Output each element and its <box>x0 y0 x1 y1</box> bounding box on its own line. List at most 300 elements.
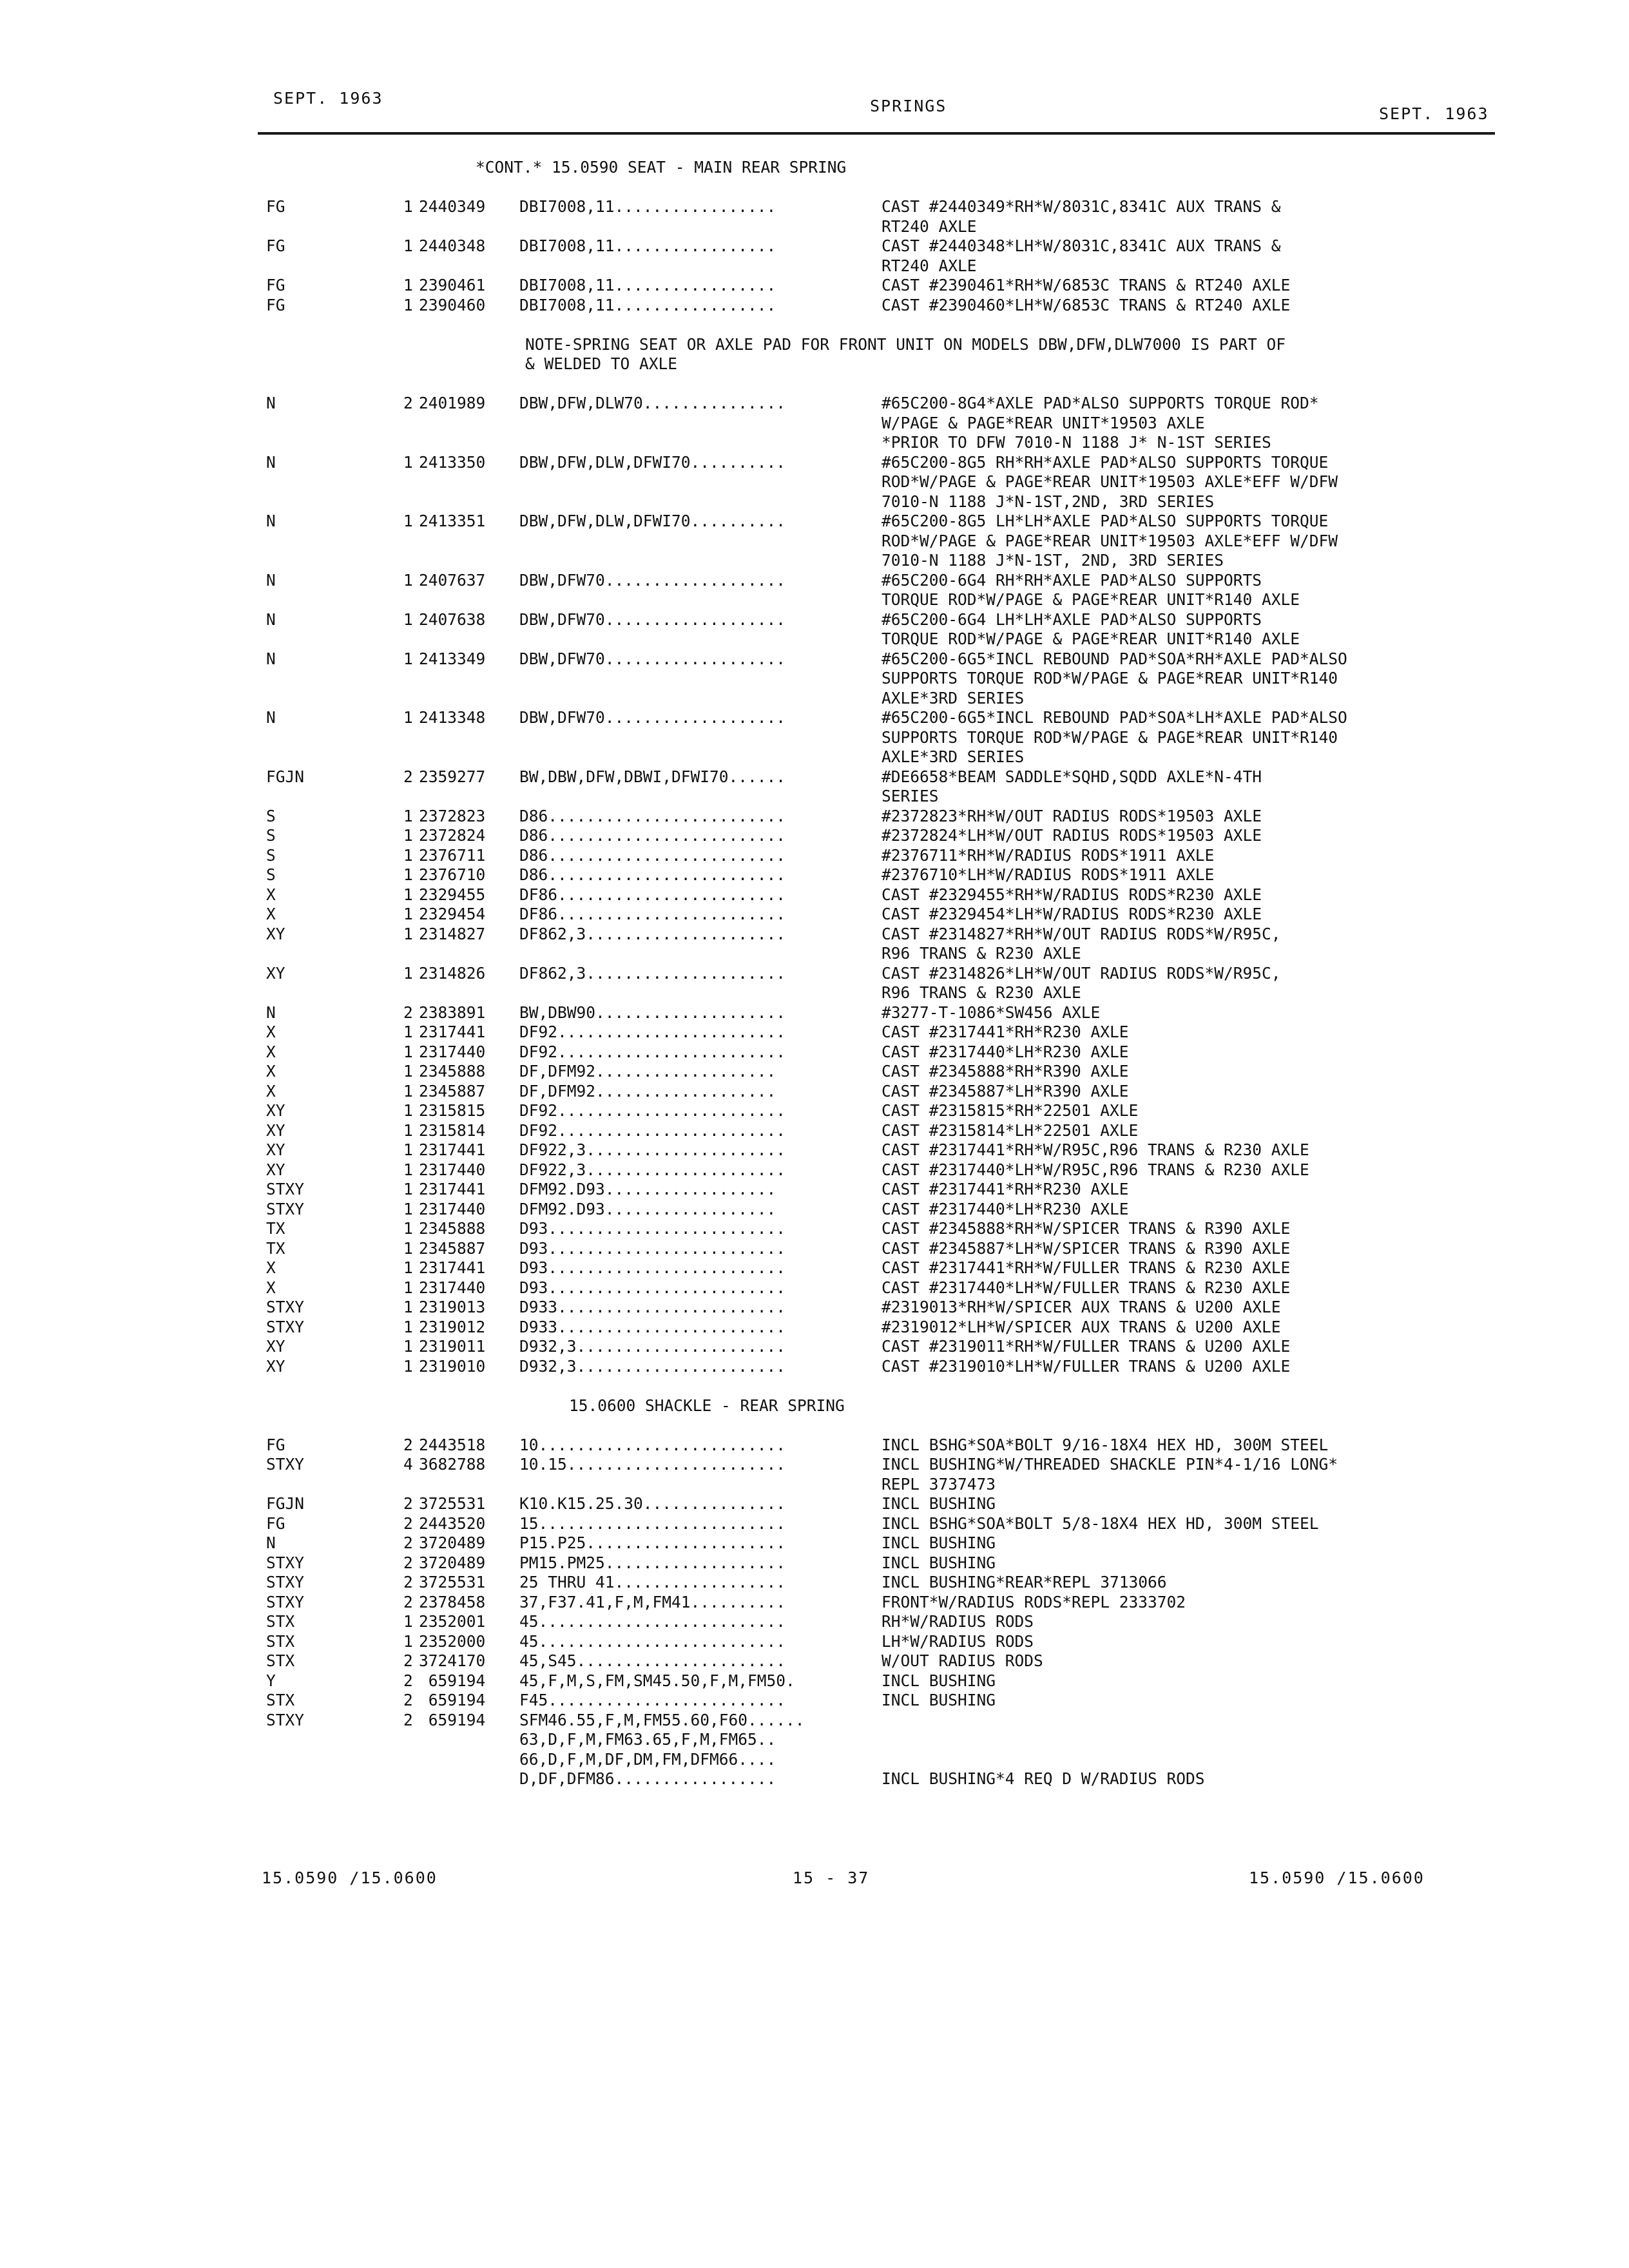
part-description: INCL BUSHING <box>882 1691 996 1709</box>
quantity: 1 <box>403 1631 413 1651</box>
model-code: FG <box>266 276 285 294</box>
quantity: 1 <box>403 610 413 629</box>
parts-row <box>0 1651 1629 1671</box>
model-application: 45,S45...................... <box>519 1651 786 1670</box>
part-number: 2317441 <box>419 1140 486 1159</box>
part-number: 2314827 <box>419 924 486 943</box>
parts-row-continuation <box>0 590 1629 610</box>
part-description: INCL BUSHING <box>882 1494 996 1513</box>
quantity: 1 <box>403 1337 413 1356</box>
part-number: 2401989 <box>419 394 486 412</box>
model-application: D93......................... <box>519 1238 786 1258</box>
model-application: 15.......................... <box>519 1514 786 1533</box>
quantity: 1 <box>403 276 413 294</box>
parts-listing <box>0 158 1629 1789</box>
parts-row <box>0 1239 1629 1259</box>
spacer <box>0 178 1629 198</box>
model-code: TX <box>266 1238 285 1258</box>
model-code: N <box>266 1533 276 1552</box>
model-application: DBI7008,11................. <box>519 276 776 294</box>
part-number: 2378458 <box>419 1592 486 1611</box>
part-number: 2440348 <box>419 236 486 255</box>
parts-row-continuation <box>0 256 1629 276</box>
model-application: DBW,DFW,DLW,DFWI70.......... <box>519 512 786 530</box>
model-code: FGJN <box>266 767 305 786</box>
quantity: 2 <box>403 1573 413 1591</box>
model-code: STXY <box>266 1592 305 1611</box>
part-description: INCL BUSHING*4 REQ D W/RADIUS RODS <box>882 1769 1205 1788</box>
part-description: AXLE*3RD SERIES <box>882 688 1025 707</box>
parts-row <box>0 1612 1629 1632</box>
model-application: DBI7008,11................. <box>519 236 776 255</box>
parts-row-continuation <box>0 787 1629 807</box>
part-description: CAST #2319010*LH*W/FULLER TRANS & U200 AXLE <box>882 1356 1291 1376</box>
model-application: K10.K15.25.30............... <box>519 1494 786 1513</box>
part-number: 659194 <box>419 1671 486 1690</box>
parts-row <box>0 1062 1629 1082</box>
header-title: SPRINGS <box>870 97 947 115</box>
model-code: STXY <box>266 1317 305 1336</box>
quantity: 1 <box>403 512 413 530</box>
quantity: 1 <box>403 826 413 845</box>
model-application: 10.......................... <box>519 1435 786 1454</box>
part-number: 659194 <box>419 1691 486 1709</box>
spacer <box>0 1376 1629 1396</box>
model-code: X <box>266 885 276 904</box>
part-number: 2319012 <box>419 1317 486 1336</box>
quantity: 1 <box>403 1199 413 1218</box>
model-application: D93......................... <box>519 1219 786 1238</box>
part-description: CAST #2317440*LH*W/FULLER TRANS & R230 AXLE <box>882 1278 1291 1297</box>
model-application: DF,DFM92................... <box>519 1062 776 1081</box>
parts-row <box>0 1258 1629 1278</box>
part-number: 2440349 <box>419 197 486 216</box>
quantity: 1 <box>403 1356 413 1376</box>
quantity: 1 <box>403 806 413 825</box>
parts-row <box>0 846 1629 866</box>
part-number: 2376711 <box>419 845 486 865</box>
model-application: D93......................... <box>519 1258 786 1277</box>
part-description: INCL BUSHING <box>882 1553 996 1572</box>
model-code: STXY <box>266 1180 305 1198</box>
part-description: CAST #2319011*RH*W/FULLER TRANS & U200 AXLE <box>882 1337 1291 1356</box>
quantity: 1 <box>403 1081 413 1100</box>
part-description: #65C200-8G5 LH*LH*AXLE PAD*ALSO SUPPORTS TORQUE <box>882 512 1329 530</box>
model-application: 45.......................... <box>519 1631 786 1651</box>
spacer <box>0 374 1629 394</box>
model-code: N <box>266 452 276 472</box>
part-description: CAST #2440348*LH*W/8031C,8341C AUX TRANS & <box>882 236 1281 255</box>
model-code: X <box>266 905 276 923</box>
parts-row <box>0 394 1629 414</box>
part-number: 2413351 <box>419 512 486 530</box>
parts-row <box>0 512 1629 532</box>
model-application: BW,DBW90.................... <box>519 1003 786 1022</box>
parts-row <box>0 649 1629 669</box>
part-description: R96 TRANS & R230 AXLE <box>882 983 1081 1002</box>
parts-row-continuation <box>0 414 1629 434</box>
model-application: DF92........................ <box>519 1042 786 1061</box>
part-number: 2317440 <box>419 1042 486 1061</box>
parts-row <box>0 885 1629 905</box>
parts-row <box>0 1632 1629 1652</box>
quantity: 1 <box>403 197 413 216</box>
parts-row <box>0 453 1629 473</box>
part-description: RH*W/RADIUS RODS <box>882 1612 1034 1631</box>
part-description: #65C200-8G5 RH*RH*AXLE PAD*ALSO SUPPORTS TORQUE <box>882 452 1329 472</box>
part-description: ROD*W/PAGE & PAGE*REAR UNIT*19503 AXLE*EFF W/DFW <box>882 531 1338 550</box>
parts-row-continuation <box>0 944 1629 964</box>
part-description: INCL BUSHING <box>882 1671 996 1690</box>
model-code: S <box>266 865 276 884</box>
model-application: D86......................... <box>519 865 786 884</box>
part-description: CAST #2345888*RH*W/SPICER TRANS & R390 AXLE <box>882 1219 1291 1238</box>
part-description: #65C200-6G5*INCL REBOUND PAD*SOA*RH*AXLE PAD*ALSO <box>882 649 1347 668</box>
model-code: XY <box>266 924 285 943</box>
part-description: CAST #2315815*RH*22501 AXLE <box>882 1101 1139 1120</box>
quantity: 2 <box>403 1691 413 1709</box>
model-application: 66,D,F,M,DF,DM,FM,DFM66.... <box>519 1749 776 1769</box>
parts-row-continuation <box>0 433 1629 453</box>
part-number: 2317440 <box>419 1278 486 1297</box>
model-application: DBW,DFW,DLW70............... <box>519 394 786 412</box>
footer-left: 15.0590 /15.0600 <box>262 1869 438 1887</box>
part-number: 2372823 <box>419 806 486 825</box>
part-number: 659194 <box>419 1710 486 1729</box>
quantity: 1 <box>403 1180 413 1198</box>
part-description: CAST #2317440*LH*W/R95C,R96 TRANS & R230 AXLE <box>882 1160 1309 1179</box>
model-application: 45,F,M,S,FM,SM45.50,F,M,FM50. <box>519 1671 795 1690</box>
header-rule <box>258 132 1495 135</box>
parts-row-continuation <box>0 551 1629 571</box>
part-number: 2407637 <box>419 570 486 590</box>
model-code: FG <box>266 197 285 216</box>
part-description: #2319013*RH*W/SPICER AUX TRANS & U200 AXLE <box>882 1298 1281 1316</box>
parts-row <box>0 1455 1629 1475</box>
model-application: DF922,3..................... <box>519 1160 786 1179</box>
model-application: DFM92.D93.................. <box>519 1180 776 1198</box>
part-number: 2345888 <box>419 1219 486 1238</box>
part-description: SUPPORTS TORQUE ROD*W/PAGE & PAGE*REAR UNIT*R140 <box>882 727 1338 747</box>
model-application: D86......................... <box>519 806 786 825</box>
model-application: DF92........................ <box>519 1120 786 1140</box>
parts-row <box>0 1494 1629 1514</box>
part-description: REPL 3737473 <box>882 1474 996 1494</box>
quantity: 1 <box>403 1612 413 1631</box>
part-number: 2317440 <box>419 1160 486 1179</box>
part-description: #DE6658*BEAM SADDLE*SQHD,SQDD AXLE*N-4TH <box>882 767 1262 786</box>
part-description: 7010-N 1188 J*N-1ST, 2ND, 3RD SERIES <box>882 551 1224 570</box>
part-description: CAST #2317440*LH*R230 AXLE <box>882 1042 1129 1061</box>
part-description: CAST #2390461*RH*W/6853C TRANS & RT240 AXLE <box>882 276 1291 294</box>
part-number: 2317441 <box>419 1180 486 1198</box>
quantity: 1 <box>403 1238 413 1258</box>
parts-row <box>0 1003 1629 1023</box>
model-code: STXY <box>266 1553 305 1572</box>
quantity: 2 <box>403 1710 413 1729</box>
note-text: & WELDED TO AXLE <box>525 354 678 373</box>
parts-row <box>0 1593 1629 1613</box>
part-description: TORQUE ROD*W/PAGE & PAGE*REAR UNIT*R140 AXLE <box>882 629 1300 648</box>
part-description: CAST #2317441*RH*R230 AXLE <box>882 1023 1129 1041</box>
parts-row-continuation <box>0 983 1629 1003</box>
parts-row <box>0 1023 1629 1043</box>
quantity: 1 <box>403 452 413 472</box>
model-application: DF,DFM92................... <box>519 1081 776 1100</box>
model-application: DF86........................ <box>519 885 786 904</box>
part-number: 3682788 <box>419 1455 486 1474</box>
model-application: D932,3...................... <box>519 1337 786 1356</box>
part-number: 2319011 <box>419 1337 486 1356</box>
parts-row <box>0 1711 1629 1731</box>
part-number: 2317440 <box>419 1199 486 1218</box>
part-number: 2443518 <box>419 1435 486 1454</box>
part-description: #2372823*RH*W/OUT RADIUS RODS*19503 AXLE <box>882 806 1262 825</box>
quantity: 2 <box>403 767 413 786</box>
quantity: 1 <box>403 924 413 943</box>
part-number: 2319013 <box>419 1298 486 1316</box>
part-number: 2383891 <box>419 1003 486 1022</box>
part-number: 2345888 <box>419 1062 486 1081</box>
part-description: CAST #2317440*LH*R230 AXLE <box>882 1199 1129 1218</box>
model-code: STX <box>266 1651 295 1670</box>
part-number: 2317441 <box>419 1258 486 1277</box>
quantity: 1 <box>403 1278 413 1297</box>
model-application: 10.15....................... <box>519 1455 786 1474</box>
part-description: CAST #2440349*RH*W/8031C,8341C AUX TRANS & <box>882 197 1281 216</box>
quantity: 1 <box>403 1042 413 1061</box>
model-application: D,DF,DFM86................. <box>519 1769 776 1788</box>
parts-row <box>0 1160 1629 1180</box>
part-description: CAST #2345887*LH*W/SPICER TRANS & R390 AXLE <box>882 1238 1291 1258</box>
parts-row-continuation <box>0 492 1629 512</box>
quantity: 1 <box>403 1160 413 1179</box>
part-number: 2314826 <box>419 963 486 983</box>
part-description: CAST #2314826*LH*W/OUT RADIUS RODS*W/R95C, <box>882 963 1281 983</box>
part-description: R96 TRANS & R230 AXLE <box>882 944 1081 963</box>
parts-row-continuation <box>0 669 1629 689</box>
quantity: 2 <box>403 1494 413 1513</box>
model-application: DF862,3..................... <box>519 963 786 983</box>
model-application: DBI7008,11................. <box>519 295 776 314</box>
parts-row-continuation <box>0 1475 1629 1495</box>
part-description: CAST #2345888*RH*R390 AXLE <box>882 1062 1129 1081</box>
model-code: N <box>266 649 276 668</box>
model-code: TX <box>266 1219 285 1238</box>
quantity: 2 <box>403 1553 413 1572</box>
section-heading <box>0 158 1629 178</box>
quantity: 2 <box>403 1003 413 1022</box>
model-code: N <box>266 1003 276 1022</box>
model-application: D933........................ <box>519 1298 786 1316</box>
quantity: 1 <box>403 1258 413 1277</box>
quantity: 1 <box>403 1298 413 1316</box>
part-description: #2376711*RH*W/RADIUS RODS*1911 AXLE <box>882 845 1215 865</box>
part-description: CAST #2345887*LH*R390 AXLE <box>882 1081 1129 1100</box>
quantity: 1 <box>403 1062 413 1081</box>
model-application: DBW,DFW70................... <box>519 649 786 668</box>
part-description: SERIES <box>882 787 939 805</box>
quantity: 1 <box>403 1140 413 1159</box>
model-application: DBW,DFW,DLW,DFWI70.......... <box>519 452 786 472</box>
part-description: LH*W/RADIUS RODS <box>882 1631 1034 1651</box>
model-application: D86......................... <box>519 845 786 865</box>
part-description: #2372824*LH*W/OUT RADIUS RODS*19503 AXLE <box>882 826 1262 845</box>
model-application: F45......................... <box>519 1691 786 1709</box>
part-description: TORQUE ROD*W/PAGE & PAGE*REAR UNIT*R140 AXLE <box>882 590 1300 609</box>
model-code: XY <box>266 1160 285 1179</box>
part-description: #65C200-6G4 RH*RH*AXLE PAD*ALSO SUPPORTS <box>882 570 1262 590</box>
model-application: SFM46.55,F,M,FM55.60,F60...... <box>519 1710 805 1729</box>
part-description: #2319012*LH*W/SPICER AUX TRANS & U200 AXLE <box>882 1317 1281 1336</box>
section-title: *CONT.* 15.0590 SEAT - MAIN REAR SPRING <box>476 158 847 177</box>
model-application: DBW,DFW70................... <box>519 610 786 629</box>
part-description: 7010-N 1188 J*N-1ST,2ND, 3RD SERIES <box>882 492 1215 511</box>
model-code: N <box>266 708 276 727</box>
model-code: S <box>266 845 276 865</box>
model-application: P15.P25..................... <box>519 1533 786 1552</box>
part-description: ROD*W/PAGE & PAGE*REAR UNIT*19503 AXLE*EFF W/DFW <box>882 472 1338 491</box>
parts-row-continuation <box>0 689 1629 709</box>
parts-row <box>0 1180 1629 1200</box>
part-description: W/OUT RADIUS RODS <box>882 1651 1043 1670</box>
part-number: 2315814 <box>419 1120 486 1140</box>
part-description: INCL BUSHING*W/THREADED SHACKLE PIN*4-1/16 LONG* <box>882 1455 1338 1474</box>
quantity: 1 <box>403 885 413 904</box>
quantity: 2 <box>403 1533 413 1552</box>
quantity: 2 <box>403 1651 413 1670</box>
model-code: N <box>266 512 276 530</box>
model-application: 63,D,F,M,FM63.65,F,M,FM65.. <box>519 1730 776 1749</box>
part-number: 2390461 <box>419 276 486 294</box>
quantity: 2 <box>403 1671 413 1690</box>
parts-row <box>0 807 1629 827</box>
part-description: CAST #2329454*LH*W/RADIUS RODS*R230 AXLE <box>882 905 1262 923</box>
model-application: 25 THRU 41.................. <box>519 1573 786 1591</box>
parts-row <box>0 905 1629 925</box>
header-date-right: SEPT. 1963 <box>1379 104 1489 123</box>
model-code: XY <box>266 1101 285 1120</box>
model-application: DF92........................ <box>519 1101 786 1120</box>
part-number: 2329455 <box>419 885 486 904</box>
model-code: X <box>266 1023 276 1041</box>
part-description: INCL BUSHING*REAR*REPL 3713066 <box>882 1573 1167 1591</box>
part-description: CAST #2390460*LH*W/6853C TRANS & RT240 AXLE <box>882 295 1291 314</box>
part-description: AXLE*3RD SERIES <box>882 747 1025 766</box>
model-code: FG <box>266 1435 285 1454</box>
parts-row <box>0 610 1629 630</box>
quantity: 2 <box>403 394 413 412</box>
parts-row <box>0 1298 1629 1318</box>
quantity: 1 <box>403 1317 413 1336</box>
parts-row <box>0 964 1629 984</box>
model-code: STXY <box>266 1298 305 1316</box>
parts-row <box>0 1553 1629 1573</box>
quantity: 4 <box>403 1455 413 1474</box>
model-code: STX <box>266 1691 295 1709</box>
parts-row-continuation <box>0 472 1629 492</box>
parts-row <box>0 708 1629 728</box>
model-application: PM15.PM25................... <box>519 1553 786 1572</box>
part-number: 2413349 <box>419 649 486 668</box>
quantity: 1 <box>403 963 413 983</box>
parts-row-continuation <box>0 217 1629 237</box>
part-number: 2413350 <box>419 452 486 472</box>
parts-row <box>0 1436 1629 1456</box>
part-number: 2345887 <box>419 1238 486 1258</box>
model-code: S <box>266 806 276 825</box>
model-application: 37,F37.41,F,M,FM41.......... <box>519 1592 786 1611</box>
parts-row <box>0 1533 1629 1553</box>
part-description: INCL BSHG*SOA*BOLT 9/16-18X4 HEX HD, 300M STEEL <box>882 1435 1329 1454</box>
quantity: 1 <box>403 865 413 884</box>
model-application: DBI7008,11................. <box>519 197 776 216</box>
part-number: 2390460 <box>419 295 486 314</box>
part-number: 2359277 <box>419 767 486 786</box>
model-code: STX <box>266 1631 295 1651</box>
model-code: STX <box>266 1612 295 1631</box>
parts-row-continuation <box>0 1769 1629 1789</box>
model-code: XY <box>266 1140 285 1159</box>
model-application: D93......................... <box>519 1278 786 1297</box>
part-description: RT240 AXLE <box>882 256 977 275</box>
model-code: Y <box>266 1671 276 1690</box>
part-number: 3720489 <box>419 1533 486 1552</box>
quantity: 1 <box>403 1023 413 1041</box>
parts-row <box>0 1357 1629 1377</box>
model-application: DF922,3..................... <box>519 1140 786 1159</box>
parts-row <box>0 1121 1629 1141</box>
parts-row-continuation <box>0 1730 1629 1750</box>
part-number: 3725531 <box>419 1494 486 1513</box>
parts-row <box>0 865 1629 885</box>
model-code: N <box>266 394 276 412</box>
model-code: FG <box>266 236 285 255</box>
quantity: 1 <box>403 1120 413 1140</box>
part-number: 2443520 <box>419 1514 486 1533</box>
section-title: 15.0600 SHACKLE - REAR SPRING <box>569 1396 845 1415</box>
part-number: 2372824 <box>419 826 486 845</box>
spacer <box>0 1416 1629 1436</box>
part-description: CAST #2315814*LH*22501 AXLE <box>882 1120 1139 1140</box>
part-description: CAST #2317441*RH*W/FULLER TRANS & R230 AXLE <box>882 1258 1291 1277</box>
parts-row <box>0 1101 1629 1121</box>
model-code: X <box>266 1081 276 1100</box>
part-description: #65C200-8G4*AXLE PAD*ALSO SUPPORTS TORQUE ROD* <box>882 394 1319 412</box>
model-application: DBW,DFW70................... <box>519 708 786 727</box>
part-description: INCL BUSHING <box>882 1533 996 1552</box>
parts-row-continuation <box>0 747 1629 767</box>
parts-row <box>0 1200 1629 1220</box>
model-code: XY <box>266 1120 285 1140</box>
model-code: FG <box>266 1514 285 1533</box>
parts-row-continuation <box>0 728 1629 748</box>
footer-right: 15.0590 /15.0600 <box>1249 1869 1425 1887</box>
model-code: N <box>266 570 276 590</box>
parts-row <box>0 1219 1629 1239</box>
part-number: 2407638 <box>419 610 486 629</box>
model-code: XY <box>266 1356 285 1376</box>
part-description: RT240 AXLE <box>882 216 977 236</box>
part-number: 3725531 <box>419 1573 486 1591</box>
header-date-left: SEPT. 1963 <box>273 89 383 108</box>
part-description: #65C200-6G5*INCL REBOUND PAD*SOA*LH*AXLE PAD*ALSO <box>882 708 1347 727</box>
parts-row <box>0 1573 1629 1593</box>
model-application: DBW,DFW70................... <box>519 570 786 590</box>
parts-row <box>0 197 1629 217</box>
part-description: *PRIOR TO DFW 7010-N 1188 J* N-1ST SERIES <box>882 433 1271 452</box>
parts-row <box>0 1691 1629 1711</box>
